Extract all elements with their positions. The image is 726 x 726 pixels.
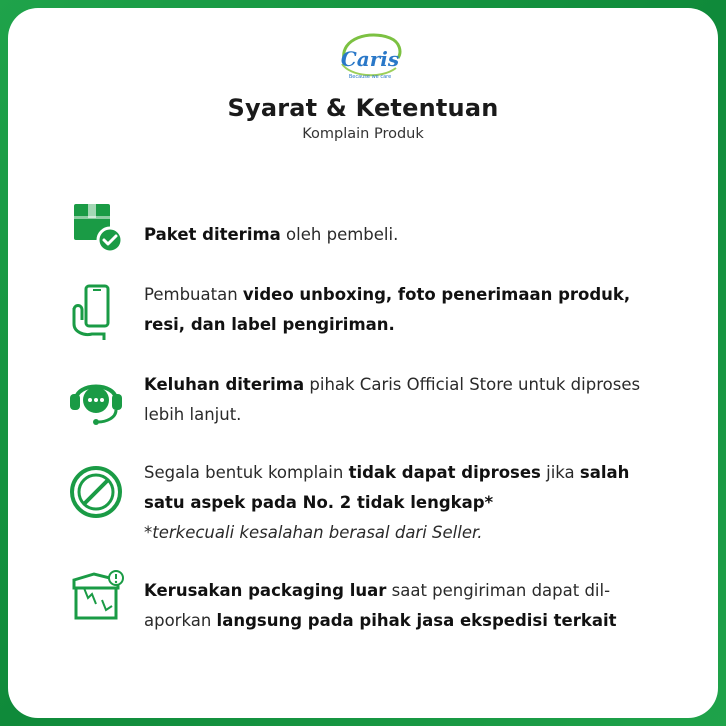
term-4-text-b: jika (540, 463, 580, 482)
term-1-bold: Paket diterima (144, 225, 281, 244)
support-chat-icon (66, 368, 126, 428)
term-text-4 (144, 458, 706, 548)
term-text-5 (144, 576, 706, 636)
caris-logo (330, 30, 410, 86)
term-3-text-a: pihak Caris Official Store untuk diproses (304, 375, 641, 394)
term-text-1 (144, 220, 706, 250)
page-title: Syarat & Ketentuan (227, 94, 499, 122)
phone-hand-icon (66, 280, 126, 340)
package-check-icon (66, 196, 126, 256)
term-5-text-a: saat pengiriman dapat dil- (386, 581, 611, 600)
page-subtitle: Komplain Produk (302, 126, 424, 142)
term-4-note: *terkecuali kesalahan berasal dari Seller. (144, 523, 483, 542)
term-5-bold-a: Kerusakan packaging luar (144, 581, 387, 600)
logo-wordmark: Caris (340, 47, 400, 71)
term-2-bold-b: resi, dan label pengiriman. (144, 315, 395, 334)
term-4-text-a: Segala bentuk komplain (144, 463, 349, 482)
term-5-bold-b: langsung pada pihak jasa ekspedisi terkait (216, 611, 617, 630)
term-2-text: Pembuatan (144, 285, 243, 304)
logo-tagline: Because we care (348, 74, 392, 80)
term-4-bold-b: salah (579, 463, 630, 482)
term-3-text-b: lebih lanjut. (144, 405, 242, 424)
term-4-bold-a: tidak dapat diproses (348, 463, 541, 482)
term-3-bold: Keluhan diterima (144, 375, 305, 394)
terms-card (8, 8, 718, 718)
term-2-bold-a: video unboxing, foto penerimaan produk, (242, 285, 631, 304)
damaged-box-icon (66, 566, 126, 626)
term-5-text-b: aporkan (144, 611, 217, 630)
term-1-text: oleh pembeli. (280, 225, 399, 244)
term-text-2 (144, 280, 706, 340)
prohibited-icon (66, 462, 126, 522)
term-text-3 (144, 370, 706, 430)
term-4-bold-c: satu aspek pada No. 2 tidak lengkap* (144, 493, 494, 512)
